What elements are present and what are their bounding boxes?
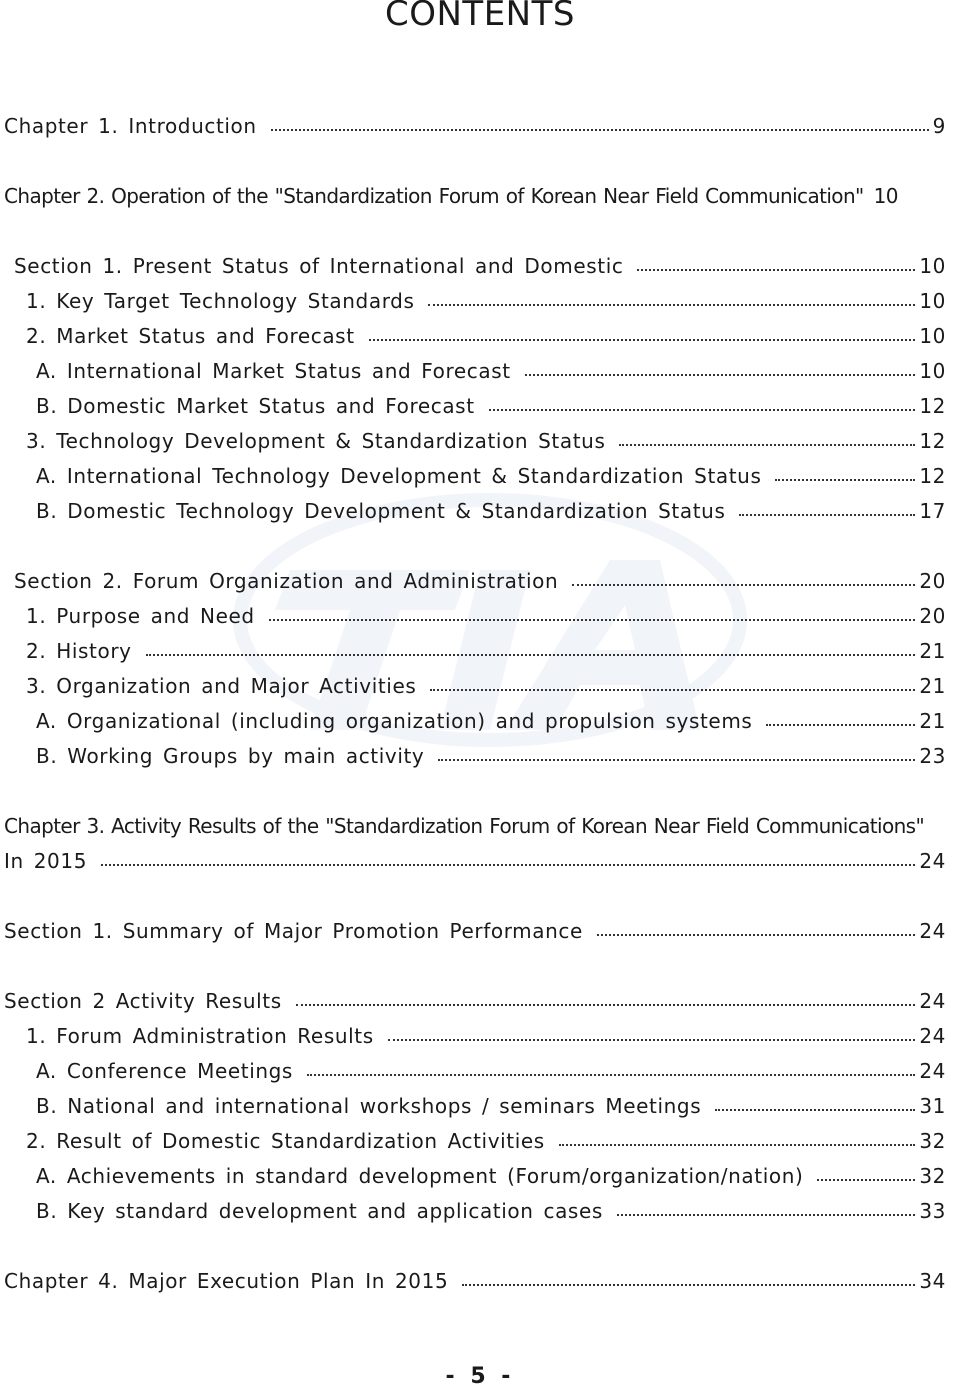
toc-entry-text: Section 1. Summary of Major Promotion Performance [4,919,583,943]
toc-leader [462,1284,915,1286]
toc-page-number: 9 [932,114,946,138]
toc-entry-text: B. Domestic Market Status and Forecast [36,394,475,418]
toc-entry-domestic-standardization[interactable] [26,1123,946,1153]
toc-page-number: 21 [919,639,946,663]
toc-page-number: 24 [919,849,946,873]
toc-entry-section-2[interactable] [14,563,946,593]
toc-leader [572,584,915,586]
toc-page-number: 17 [919,499,946,523]
toc-entry-text: 1. Key Target Technology Standards [26,289,415,313]
toc-leader [817,1179,915,1181]
toc-leader [428,304,915,306]
page-title: CONTENTS [385,0,575,34]
toc-page-number: 12 [919,394,946,418]
toc-entry-section-1[interactable] [14,248,946,278]
toc-entry-text: Section 2 Activity Results [4,989,282,1013]
toc-leader [775,479,915,481]
toc-page-number: 24 [919,989,946,1013]
toc-entry-text: A. Achievements in standard development (Forum/organization/nation) [36,1164,804,1188]
toc-entry-text: 3. Organization and Major Activities [26,674,417,698]
toc-entry-text: A. Organizational (including organization) and propulsion systems [36,709,753,733]
toc-entry-market-status[interactable] [26,318,946,348]
toc-entry-forum-administration[interactable] [26,1018,946,1048]
toc-leader [307,1074,915,1076]
toc-entry-purpose-and-need[interactable] [26,598,946,628]
toc-page-number: 10 [919,359,946,383]
toc-page-number: 20 [919,604,946,628]
toc-entry-text: 2. History [26,639,132,663]
toc-page-number: 21 [919,674,946,698]
toc-entry-text: B. Working Groups by main activity [36,744,425,768]
toc-page-number: 10 [919,289,946,313]
toc-entry-text: Section 2. Forum Organization and Administration [14,569,559,593]
toc-page-number: 10 [873,184,898,208]
toc-entry-text: B. National and international workshops / seminars Meetings [36,1094,702,1118]
toc-leader [146,654,916,656]
toc-entry-international-market[interactable] [36,353,946,383]
toc-entry-chapter-2[interactable] [4,178,960,208]
toc-entry-international-technology[interactable] [36,458,946,488]
toc-entry-text: B. Key standard development and application cases [36,1199,603,1223]
toc-page-number: 12 [919,429,946,453]
toc-page-number: 21 [919,709,946,733]
toc-entry-text: 1. Forum Administration Results [26,1024,374,1048]
toc-leader [715,1109,915,1111]
toc-page-number: 20 [919,569,946,593]
toc-leader [525,374,916,376]
toc-leader [438,759,915,761]
toc-leader [388,1039,916,1041]
toc-entry-workshops-seminars[interactable] [36,1088,946,1118]
toc-leader [739,514,915,516]
toc-entry-text: Chapter 4. Major Execution Plan In 2015 [4,1269,449,1293]
toc-leader [559,1144,916,1146]
toc-entry-application-cases[interactable] [36,1193,946,1223]
toc-entry-text: A. International Market Status and Forecast [36,359,511,383]
toc-page-number: 24 [919,1024,946,1048]
toc-entry-text: 2. Market Status and Forecast [26,324,355,348]
toc-page-number: 10 [919,324,946,348]
toc-page-number: 24 [919,1059,946,1083]
toc-leader [637,269,915,271]
toc-page-number: 10 [919,254,946,278]
toc-leader [597,934,915,936]
toc-entry-conference-meetings[interactable] [36,1053,946,1083]
toc-entry-domestic-market[interactable] [36,388,946,418]
toc-entry-domestic-technology[interactable] [36,493,946,523]
toc-entry-summary-promotion[interactable] [4,913,946,943]
toc-entry-text: A. International Technology Development & Standardization Status [36,464,762,488]
toc-leader [489,409,916,411]
toc-entry-standard-achievements[interactable] [36,1158,946,1188]
toc-entry-organization-activities[interactable] [26,668,946,698]
toc-entry-working-groups[interactable] [36,738,946,768]
toc-entry-text: In 2015 [4,849,88,873]
toc-page-number: 32 [919,1129,946,1153]
toc-entry-activity-results[interactable] [4,983,946,1013]
toc-entry-history[interactable] [26,633,946,663]
toc-entry-chapter-4[interactable] [4,1263,946,1293]
toc-entry-organizational-systems[interactable] [36,703,946,733]
toc-leader [430,689,915,691]
toc-page-number: 24 [919,919,946,943]
toc-entry-text: Chapter 3. Activity Results of the "Standardization Forum of Korean Near Field Communications" [4,814,925,838]
toc-entry-text: A. Conference Meetings [36,1059,293,1083]
toc-leader [271,129,929,131]
toc-entry-chapter-1[interactable] [4,108,946,138]
toc-page-number: 12 [919,464,946,488]
toc-leader [617,1214,915,1216]
toc-leader [619,444,915,446]
toc-page-number: 33 [919,1199,946,1223]
toc-leader [101,864,915,866]
toc-entry-chapter-3[interactable] [4,808,960,838]
toc-leader [766,724,915,726]
toc-entry-text: 3. Technology Development & Standardization Status [26,429,606,453]
toc-entry-text: B. Domestic Technology Development & Standardization Status [36,499,726,523]
toc-entry-text: 2. Result of Domestic Standardization Activities [26,1129,545,1153]
toc-entry-text: Section 1. Present Status of International and Domestic [14,254,624,278]
toc-entry-key-target-standards[interactable] [26,283,946,313]
toc-entry-chapter-3-continued[interactable] [4,843,946,873]
toc-page-number: 31 [919,1094,946,1118]
toc-entry-technology-development[interactable] [26,423,946,453]
toc-entry-text: Chapter 2. Operation of the "Standardization Forum of Korean Near Field Communication" [4,184,864,208]
toc-page-number: 23 [919,744,946,768]
toc-entry-text: Chapter 1. Introduction [4,114,257,138]
toc-page-number: 32 [919,1164,946,1188]
page-number: - 5 - [445,1364,515,1389]
toc-entry-text: 1. Purpose and Need [26,604,255,628]
toc-leader [369,339,916,341]
toc-leader [296,1004,916,1006]
toc-page-number: 34 [919,1269,946,1293]
toc-leader [269,619,916,621]
